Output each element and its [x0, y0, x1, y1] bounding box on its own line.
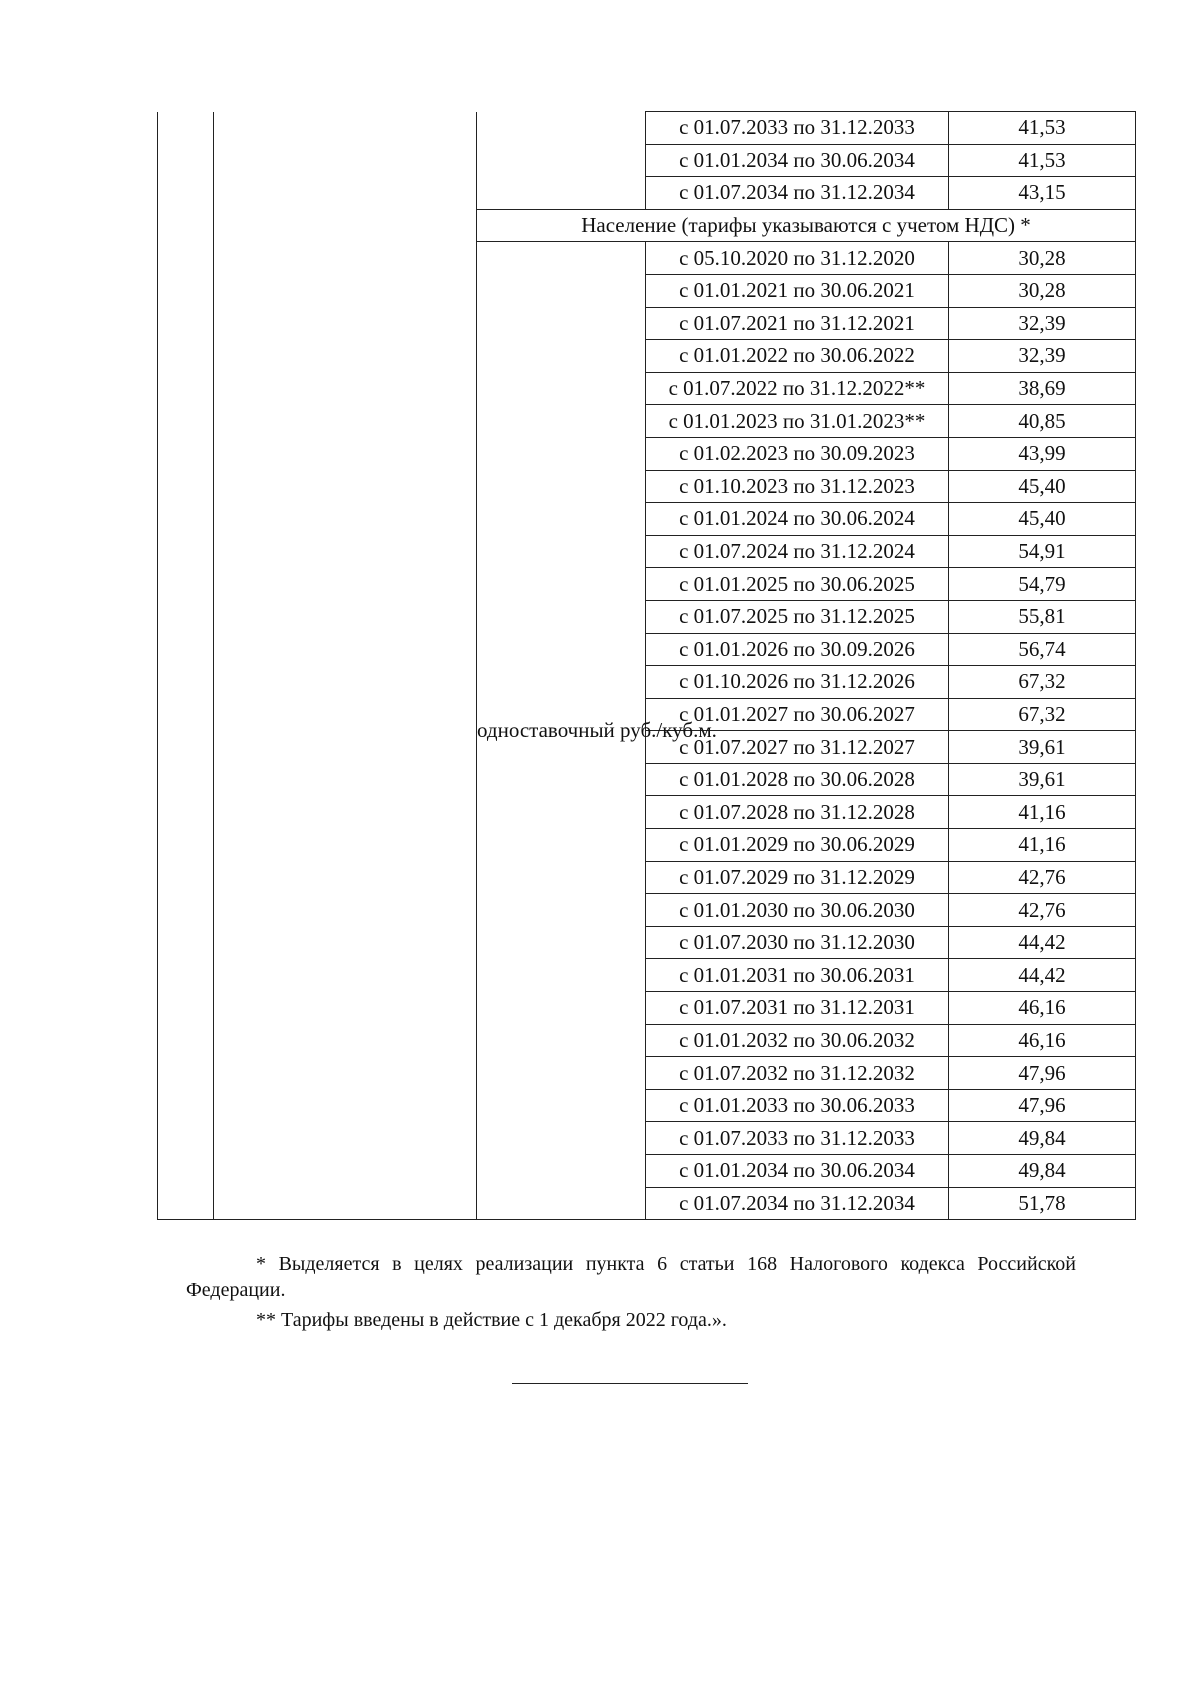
footnote-vat: * Выделяется в целях реализации пункта 6 статьи 168 Налогового кодекса Российской Федерации. — [186, 1253, 1076, 1301]
period-cell: с 01.01.2031 по 30.06.2031 — [646, 959, 949, 992]
period-cell: с 01.01.2029 по 30.06.2029 — [646, 829, 949, 862]
period-cell: с 01.07.2022 по 31.12.2022** — [646, 372, 949, 405]
period-cell: с 01.01.2023 по 31.01.2023** — [646, 405, 949, 438]
period-cell: с 01.07.2033 по 31.12.2033 — [646, 1122, 949, 1155]
value-cell: 39,61 — [949, 731, 1136, 764]
value-cell: 30,28 — [949, 274, 1136, 307]
period-cell: с 01.02.2023 по 30.09.2023 — [646, 437, 949, 470]
value-cell: 46,16 — [949, 1024, 1136, 1057]
closing-rule — [512, 1383, 748, 1384]
period-cell: с 01.07.2028 по 31.12.2028 — [646, 796, 949, 829]
col-number-cell — [158, 112, 214, 1220]
value-cell: 54,79 — [949, 568, 1136, 601]
value-cell: 38,69 — [949, 372, 1136, 405]
period-cell: с 01.07.2032 по 31.12.2032 — [646, 1057, 949, 1090]
period-cell: с 01.10.2026 по 31.12.2026 — [646, 666, 949, 699]
period-cell: с 01.07.2033 по 31.12.2033 — [646, 112, 949, 145]
value-cell: 43,99 — [949, 437, 1136, 470]
value-cell: 55,81 — [949, 600, 1136, 633]
footnote-effective-date: ** Тарифы введены в действие с 1 декабря 2022 года.». — [256, 1309, 727, 1331]
period-cell: с 01.01.2034 по 30.06.2034 — [646, 144, 949, 177]
value-cell: 49,84 — [949, 1155, 1136, 1188]
period-cell: с 01.01.2033 по 30.06.2033 — [646, 1089, 949, 1122]
section-title: Население (тарифы указываются с учетом НДС) * — [477, 209, 1136, 242]
period-cell: с 01.07.2024 по 31.12.2024 — [646, 535, 949, 568]
period-cell: с 01.01.2025 по 30.06.2025 — [646, 568, 949, 601]
period-cell: с 01.01.2022 по 30.06.2022 — [646, 340, 949, 373]
period-cell: с 01.01.2034 по 30.06.2034 — [646, 1155, 949, 1188]
tariff-table-body — [158, 112, 1136, 1220]
value-cell: 42,76 — [949, 894, 1136, 927]
value-cell: 32,39 — [949, 307, 1136, 340]
value-cell: 45,40 — [949, 503, 1136, 536]
value-cell: 67,32 — [949, 698, 1136, 731]
value-cell: 47,96 — [949, 1089, 1136, 1122]
value-cell: 30,28 — [949, 242, 1136, 275]
period-cell: с 01.01.2024 по 30.06.2024 — [646, 503, 949, 536]
unit-label: одноставочный руб./куб.м. — [477, 242, 646, 1220]
col-name-cell — [214, 112, 477, 1220]
value-cell: 41,16 — [949, 796, 1136, 829]
value-cell: 46,16 — [949, 992, 1136, 1025]
value-cell: 32,39 — [949, 340, 1136, 373]
value-cell: 47,96 — [949, 1057, 1136, 1090]
tariff-table — [157, 111, 1136, 1220]
period-cell: с 01.07.2031 по 31.12.2031 — [646, 992, 949, 1025]
period-cell: с 01.07.2030 по 31.12.2030 — [646, 926, 949, 959]
value-cell: 44,42 — [949, 959, 1136, 992]
value-cell: 42,76 — [949, 861, 1136, 894]
table-row — [158, 112, 1136, 145]
period-cell: с 01.07.2021 по 31.12.2021 — [646, 307, 949, 340]
value-cell: 43,15 — [949, 177, 1136, 210]
period-cell: с 01.07.2034 по 31.12.2034 — [646, 1187, 949, 1220]
period-cell: с 01.01.2021 по 30.06.2021 — [646, 274, 949, 307]
period-cell: с 01.01.2028 по 30.06.2028 — [646, 763, 949, 796]
period-cell: с 01.01.2032 по 30.06.2032 — [646, 1024, 949, 1057]
value-cell: 54,91 — [949, 535, 1136, 568]
footnotes — [186, 1251, 1076, 1333]
period-cell: с 05.10.2020 по 31.12.2020 — [646, 242, 949, 275]
value-cell: 41,53 — [949, 112, 1136, 145]
value-cell: 45,40 — [949, 470, 1136, 503]
value-cell: 56,74 — [949, 633, 1136, 666]
period-cell: с 01.01.2030 по 30.06.2030 — [646, 894, 949, 927]
value-cell: 41,53 — [949, 144, 1136, 177]
value-cell: 51,78 — [949, 1187, 1136, 1220]
value-cell: 44,42 — [949, 926, 1136, 959]
value-cell: 67,32 — [949, 666, 1136, 699]
period-cell: с 01.07.2027 по 31.12.2027 — [646, 731, 949, 764]
col-unit-cell-continued — [477, 112, 646, 210]
period-cell: с 01.07.2029 по 31.12.2029 — [646, 861, 949, 894]
value-cell: 49,84 — [949, 1122, 1136, 1155]
period-cell: с 01.01.2027 по 30.06.2027 — [646, 698, 949, 731]
value-cell: 41,16 — [949, 829, 1136, 862]
period-cell: с 01.07.2025 по 31.12.2025 — [646, 600, 949, 633]
value-cell: 40,85 — [949, 405, 1136, 438]
period-cell: с 01.01.2026 по 30.09.2026 — [646, 633, 949, 666]
period-cell: с 01.10.2023 по 31.12.2023 — [646, 470, 949, 503]
period-cell: с 01.07.2034 по 31.12.2034 — [646, 177, 949, 210]
value-cell: 39,61 — [949, 763, 1136, 796]
